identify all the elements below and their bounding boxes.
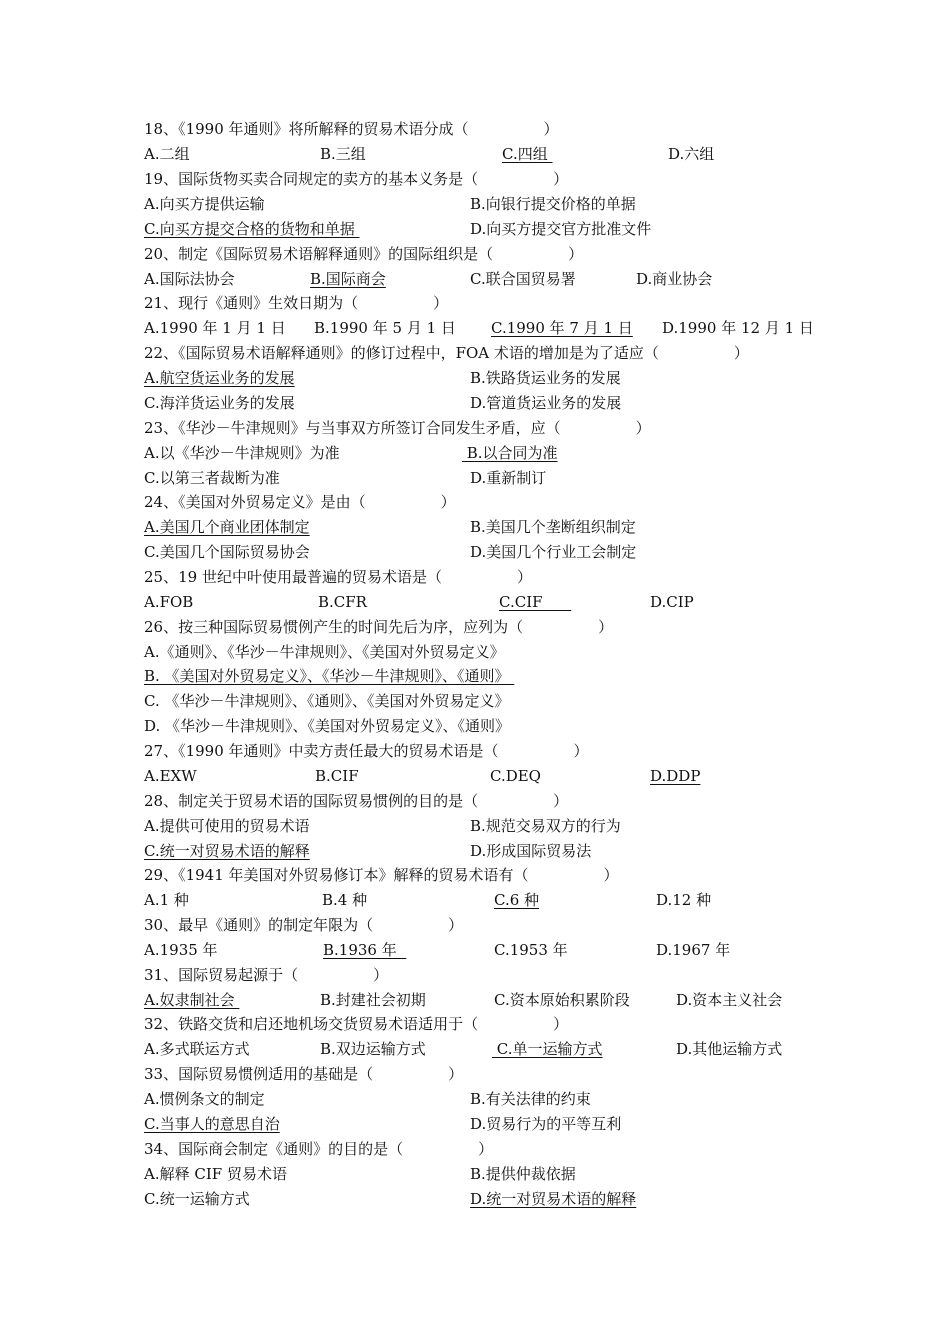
answer-option: D.形成国际贸易法 (470, 842, 592, 860)
answer-option: A.1 种 (144, 891, 189, 909)
answer-option: D.重新制订 (470, 469, 547, 487)
question-text: 22、《国际贸易术语解释通则》的修订过程中，FOA 术语的增加是为了适应（ ） (144, 344, 749, 362)
answer-option: B.向银行提交价格的单据 (470, 195, 636, 213)
answer-option-correct: A.奴隶制社会 (144, 991, 240, 1009)
question-text: 25、19 世纪中叶使用最普遍的贸易术语是（ ） (144, 568, 532, 586)
answer-option: D.其他运输方式 (676, 1040, 783, 1058)
question-text: 32、铁路交货和启还地机场交货贸易术语适用于（ ） (144, 1015, 569, 1033)
answer-option-correct: B.1936 年 (323, 941, 407, 959)
answer-option: C.以第三者裁断为准 (144, 469, 280, 487)
answer-option-correct: C.1990 年 7 月 1 日 (491, 319, 633, 337)
answer-option: A.国际法协会 (144, 270, 235, 288)
answer-option: A.解释 CIF 贸易术语 (144, 1165, 287, 1183)
answer-option: D.贸易行为的平等互利 (470, 1115, 622, 1133)
answer-option-correct: B.国际商会 (310, 270, 386, 288)
answer-option-correct: C.6 种 (494, 891, 540, 909)
question-text: 18、《1990 年通则》将所解释的贸易术语分成（ ） (144, 120, 559, 138)
answer-option: B.三组 (320, 145, 366, 163)
question-text: 26、按三种国际贸易惯例产生的时间先后为序，应列为（ ） (144, 618, 614, 636)
answer-option: A.《通则》、《华沙－牛津规则》、《美国对外贸易定义》 (144, 643, 505, 661)
answer-option-correct: C.统一对贸易术语的解释 (144, 842, 310, 860)
answer-option: D.1990 年 12 月 1 日 (662, 319, 814, 337)
answer-option: D.CIP (650, 593, 694, 611)
answer-option: B.有关法律的约束 (470, 1090, 591, 1108)
answer-option: D.资本主义社会 (676, 991, 783, 1009)
question-text: 21、现行《通则》生效日期为（ ） (144, 294, 449, 312)
answer-option: A.EXW (144, 767, 197, 785)
answer-option-correct: C.四组 (502, 145, 553, 163)
answer-option-correct: C.向买方提交合格的货物和单据 (144, 220, 360, 238)
answer-option-correct: B.以合同为准 (462, 444, 558, 462)
answer-option-correct: C.当事人的意思自治 (144, 1115, 280, 1133)
answer-option: A.FOB (144, 593, 194, 611)
question-text: 24、《美国对外贸易定义》是由（ ） (144, 493, 456, 511)
answer-option: B.CFR (318, 593, 367, 611)
question-text: 34、国际商会制定《通则》的目的是（ ） (144, 1140, 494, 1158)
answer-option: A.1935 年 (144, 941, 218, 959)
answer-option: B.规范交易双方的行为 (470, 817, 621, 835)
question-text: 23、《华沙－牛津规则》与当事双方所签订合同发生矛盾，应（ ） (144, 419, 651, 437)
answer-option: C.1953 年 (494, 941, 568, 959)
answer-option-correct: C.单一运输方式 (492, 1040, 603, 1058)
answer-option: B.双边运输方式 (320, 1040, 426, 1058)
answer-option-correct: D.统一对贸易术语的解释 (470, 1190, 637, 1208)
answer-option: C.海洋货运业务的发展 (144, 394, 295, 412)
question-text: 27、《1990 年通则》中卖方责任最大的贸易术语是（ ） (144, 742, 589, 760)
answer-option: B.封建社会初期 (320, 991, 426, 1009)
answer-option: B.美国几个垄断组织制定 (470, 518, 636, 536)
answer-option: B.提供仲裁依据 (470, 1165, 576, 1183)
answer-option-correct: B. 《美国对外贸易定义》、《华沙－牛津规则》、《通则》 (144, 667, 515, 685)
answer-option: B.铁路货运业务的发展 (470, 369, 621, 387)
answer-option: D.向买方提交官方批准文件 (470, 220, 652, 238)
question-text: 31、国际贸易起源于（ ） (144, 966, 389, 984)
question-text: 28、制定关于贸易术语的国际贸易惯例的目的是（ ） (144, 792, 569, 810)
answer-option: C.联合国贸易署 (470, 270, 576, 288)
answer-option: A.1990 年 1 月 1 日 (144, 319, 286, 337)
answer-option: A.二组 (144, 145, 190, 163)
answer-option: A.提供可使用的贸易术语 (144, 817, 310, 835)
answer-option: D.1967 年 (656, 941, 731, 959)
answer-option: D.管道货运业务的发展 (470, 394, 622, 412)
answer-option: C.资本原始积累阶段 (494, 991, 630, 1009)
question-text: 20、制定《国际贸易术语解释通则》的国际组织是（ ） (144, 245, 584, 263)
answer-option: A.向买方提供运输 (144, 195, 265, 213)
answer-option: D. 《华沙－牛津规则》、《美国对外贸易定义》、《通则》 (144, 717, 511, 735)
answer-option-correct: A.航空货运业务的发展 (144, 369, 295, 387)
answer-option: B.4 种 (322, 891, 368, 909)
answer-option: D.12 种 (656, 891, 712, 909)
answer-option: A.多式联运方式 (144, 1040, 250, 1058)
answer-option: A.惯例条文的制定 (144, 1090, 265, 1108)
question-text: 33、国际贸易惯例适用的基础是（ ） (144, 1065, 464, 1083)
answer-option: B.1990 年 5 月 1 日 (314, 319, 456, 337)
answer-option: C.美国几个国际贸易协会 (144, 543, 310, 561)
answer-option: D.六组 (668, 145, 715, 163)
question-text: 30、最早《通则》的制定年限为（ ） (144, 916, 464, 934)
answer-option: C.统一运输方式 (144, 1190, 250, 1208)
answer-option: D.美国几个行业工会制定 (470, 543, 637, 561)
answer-option: A.以《华沙－牛津规则》为准 (144, 444, 340, 462)
answer-option-correct: C.CIF (499, 593, 572, 611)
question-text: 29、《1941 年美国对外贸易修订本》解释的贸易术语有（ ） (144, 866, 619, 884)
answer-option: C.DEQ (490, 767, 541, 785)
answer-option-correct: A.美国几个商业团体制定 (144, 518, 310, 536)
question-text: 19、国际货物买卖合同规定的卖方的基本义务是（ ） (144, 170, 569, 188)
answer-option: D.商业协会 (636, 270, 713, 288)
answer-option: B.CIF (315, 767, 359, 785)
answer-option-correct: D.DDP (650, 767, 701, 785)
answer-option: C. 《华沙－牛津规则》、《通则》、《美国对外贸易定义》 (144, 692, 510, 710)
